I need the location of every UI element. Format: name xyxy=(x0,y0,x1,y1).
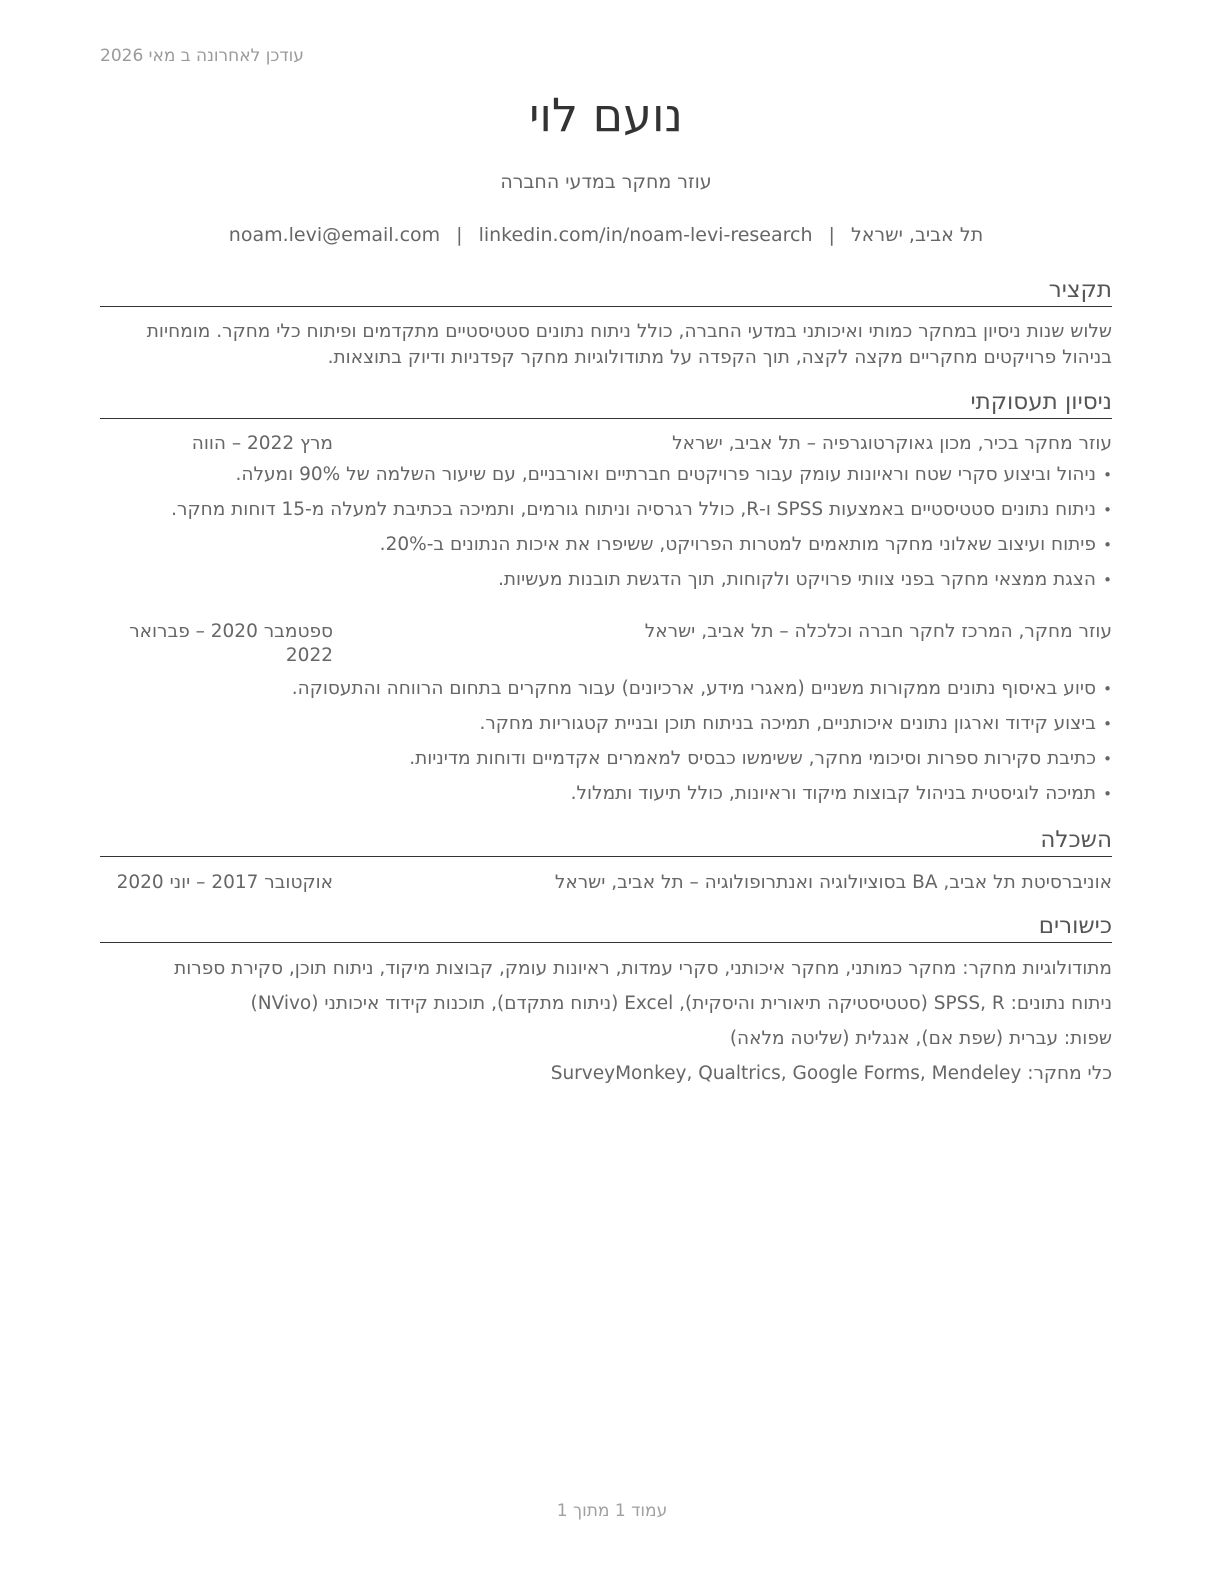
job-dates: מרץ 2022 – הווה xyxy=(191,433,333,454)
list-item: מתודולוגיות מחקר: מחקר כמותני, מחקר איכותני, סקרי עמדות, ראיונות עומק, קבוצות מיקוד, ניתוח תוכן, סקירת ספרות xyxy=(174,958,1112,979)
contact-separator: | xyxy=(828,224,835,246)
education-dates: אוקטובר 2017 – יוני 2020 xyxy=(116,872,333,893)
contact-email[interactable]: noam.levi@email.com xyxy=(228,224,441,246)
job-title: עוזר מחקר בכיר, מכון גאוקרטוגרפיה – תל אביב, ישראל xyxy=(672,433,1112,454)
summary-text: שלוש שנות ניסיון במחקר כמותי ואיכותני במדעי החברה, כולל ניתוח נתונים סטטיסטיים מתקדמים ופיתוח כלי מחקר. מומחיות בניהול פרויקטים מחקריים מקצה לקצה, תוך הקפדה על מתודולוגיות מחקר קפדניות ודיוק בתוצאות. xyxy=(146,321,1112,368)
list-item: • פיתוח ועיצוב שאלוני מחקר מותאמים למטרות הפרויקט, ששיפרו את איכות הנתונים ב-20%. xyxy=(100,533,1112,568)
list-item: כלי מחקר: SurveyMonkey, Qualtrics, Google Forms, Mendeley xyxy=(550,1063,1112,1084)
section-heading-experience: ניסיון תעסוקתי xyxy=(100,388,1112,419)
job-dates: ספטמבר 2020 – פברואר 2022 xyxy=(129,621,333,666)
last-updated-note: עודכן לאחרונה ב מאי 2026 xyxy=(100,46,304,66)
job-bullets xyxy=(100,463,1112,603)
page-number: עמוד 1 מתוך 1 xyxy=(556,1501,668,1521)
list-item: • הצגת ממצאי מחקר בפני צוותי פרויקט ולקוחות, תוך הדגשת תובנות מעשיות. xyxy=(100,568,1112,603)
candidate-name: נועם לוי xyxy=(529,88,683,142)
section-heading-education: השכלה xyxy=(100,826,1112,857)
contact-separator: | xyxy=(456,224,463,246)
list-item: • ניתוח נתונים סטטיסטיים באמצעות SPSS ו-R, כולל רגרסיה וניתוח גורמים, ותמיכה בכתיבת למעלה מ-15 דוחות מחקר. xyxy=(100,498,1112,533)
list-item: • ביצוע קידוד וארגון נתונים איכותניים, תמיכה בניתוח תוכן ובניית קטגוריות מחקר. xyxy=(100,712,1112,747)
contact-linkedin[interactable]: linkedin.com/in/noam-levi-research xyxy=(478,224,813,246)
education-title: אוניברסיטת תל אביב, BA בסוציולוגיה ואנתרופולוגיה – תל אביב, ישראל xyxy=(554,872,1112,893)
job-bullets xyxy=(100,677,1112,817)
contact-line xyxy=(100,224,1112,246)
list-item: • ניהול וביצוע סקרי שטח וראיונות עומק עבור פרויקטים חברתיים ואורבניים, עם שיעור השלמה של 90% ומעלה. xyxy=(100,463,1112,498)
list-item: שפות: עברית (שפת אם), אנגלית (שליטה מלאה) xyxy=(729,1028,1112,1049)
section-heading-skills: כישורים xyxy=(100,912,1112,943)
skills-list xyxy=(100,956,1112,1096)
list-item: • סיוע באיסוף נתונים ממקורות משניים (מאגרי מידע, ארכיונים) עבור מחקרים בתחום הרווחה והתעסוקה. xyxy=(100,677,1112,712)
list-item: ניתוח נתונים: SPSS, R (סטטיסטיקה תיאורית והיסקית), Excel (ניתוח מתקדם), תוכנות קידוד איכותני (NVivo) xyxy=(250,993,1112,1014)
candidate-title: עוזר מחקר במדעי החברה xyxy=(500,171,712,193)
list-item: • תמיכה לוגיסטית בניהול קבוצות מיקוד וראיונות, כולל תיעוד ותמלול. xyxy=(100,782,1112,817)
list-item: • כתיבת סקירות ספרות וסיכומי מחקר, ששימשו כבסיס למאמרים אקדמיים ודוחות מדיניות. xyxy=(100,747,1112,782)
contact-location: תל אביב, ישראל xyxy=(850,224,984,246)
job-title: עוזר מחקר, המרכז לחקר חברה וכלכלה – תל אביב, ישראל xyxy=(644,621,1112,642)
section-heading-summary: תקציר xyxy=(100,276,1112,307)
